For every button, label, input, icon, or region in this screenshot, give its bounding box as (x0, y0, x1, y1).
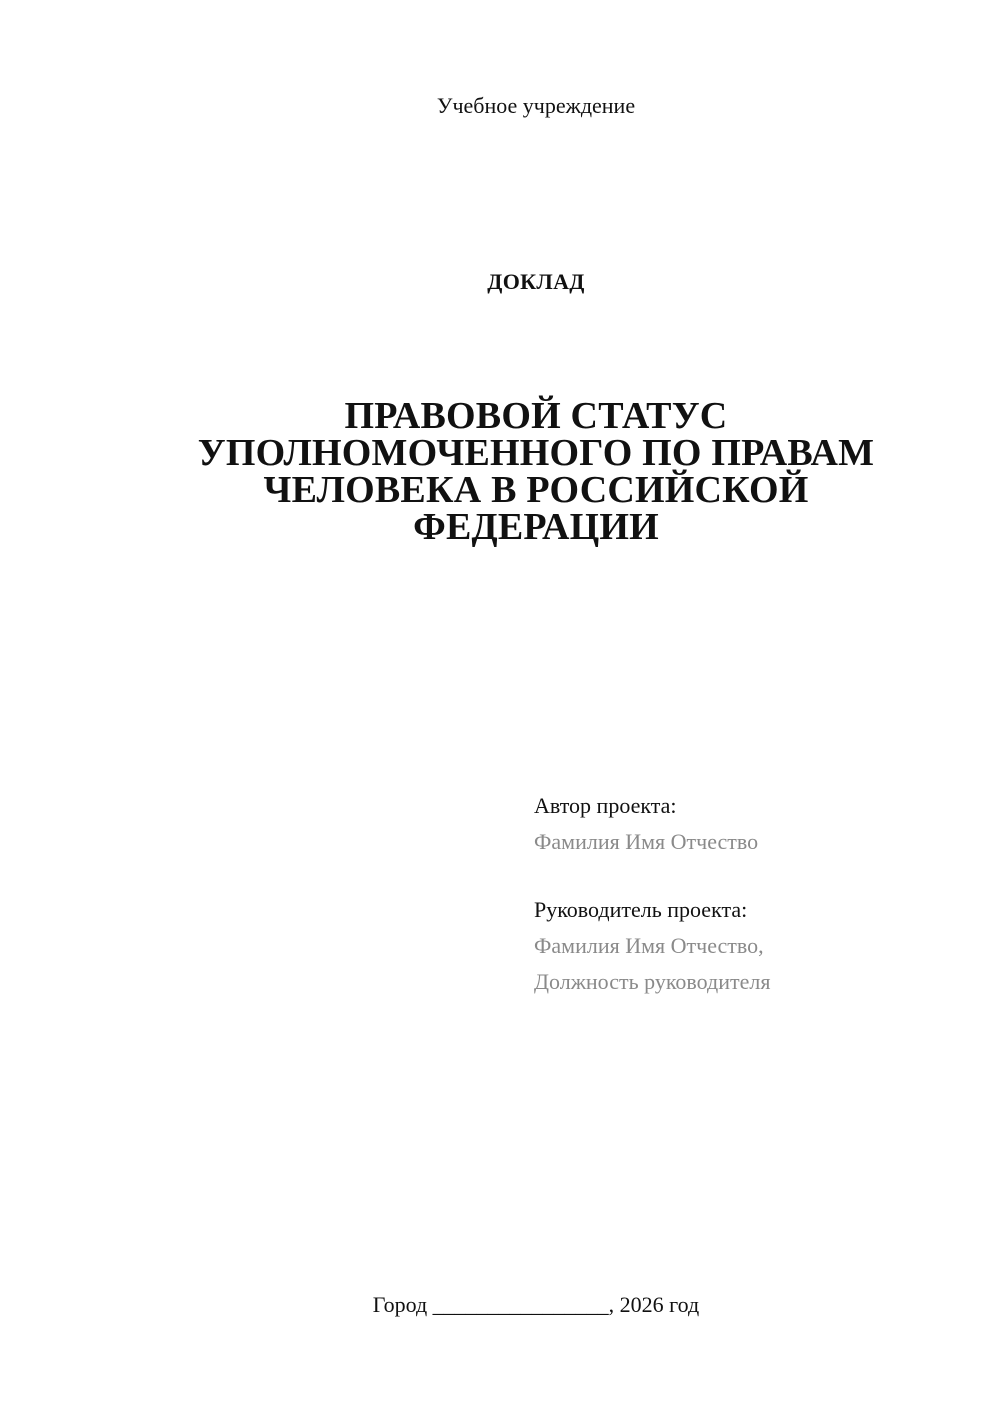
document-title-line: ЧЕЛОВЕКА В РОССИЙСКОЙ (263, 469, 809, 511)
city-year-line: Город ________________, 2026 год (372, 1292, 700, 1317)
document-title (150, 395, 922, 548)
supervisor-label: Руководитель проекта: (534, 897, 748, 922)
document-type: ДОКЛАД (487, 269, 585, 294)
author-label: Автор проекта: (534, 793, 677, 818)
document-title-line: ФЕДЕРАЦИИ (413, 506, 659, 548)
document-title-line: УПОЛНОМОЧЕННОГО ПО ПРАВАМ (197, 432, 875, 474)
institution-name: Учебное учреждение (436, 93, 636, 118)
supervisor-name: Фамилия Имя Отчество, (534, 933, 764, 958)
document-title-line: ПРАВОВОЙ СТАТУС (344, 395, 728, 437)
author-name: Фамилия Имя Отчество (534, 829, 759, 854)
credits-block (534, 788, 974, 1000)
supervisor-position: Должность руководителя (534, 969, 771, 994)
